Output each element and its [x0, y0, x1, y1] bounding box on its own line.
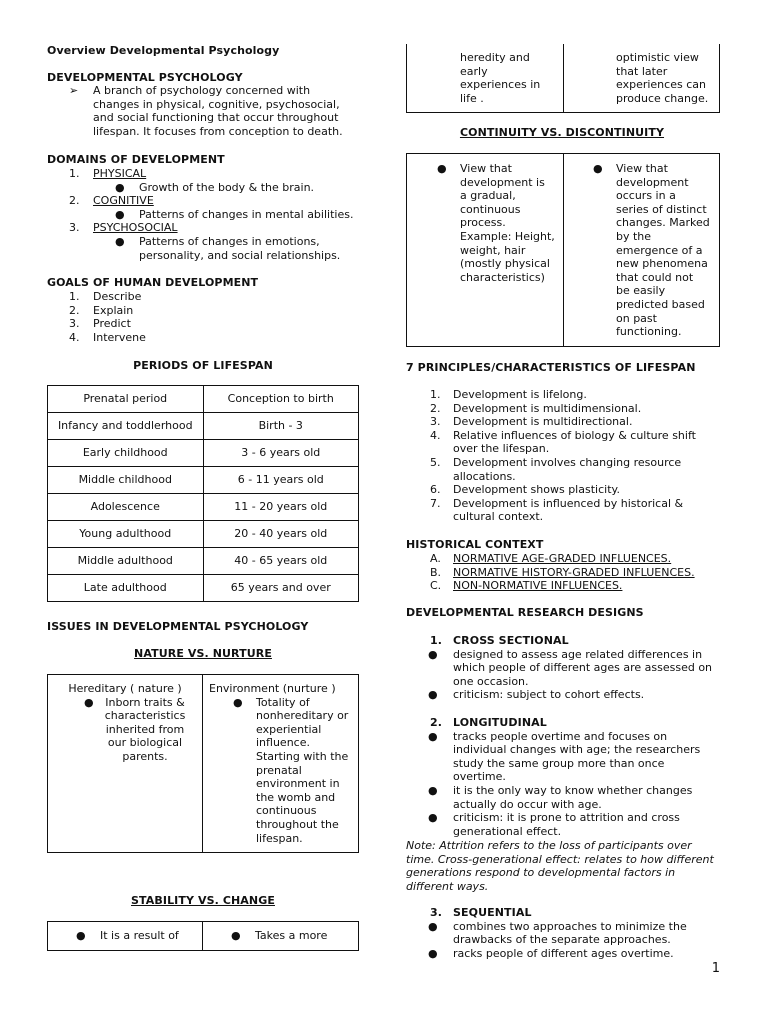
research-note: Note: Attrition refers to the loss of participants over time. Cross-generational effect: relates to how different generations respond to developmental factors in different ways.: [406, 839, 714, 893]
definition-line: and social functioning that occur throughout: [93, 111, 339, 125]
list-item: 3. Development is multidirectional.: [430, 415, 633, 429]
domains-list: [47, 167, 359, 262]
domain-name: PSYCHOSOCIAL: [93, 221, 178, 235]
table-row: Infancy and toddlerhood Birth - 3: [48, 413, 359, 440]
historical-heading: HISTORICAL CONTEXT: [406, 538, 544, 551]
design-name: LONGITUDINAL: [453, 716, 547, 729]
table-row: Adolescence 11 - 20 years old: [48, 494, 359, 521]
bullet-icon: ●: [84, 696, 94, 709]
table-row: Young adulthood 20 - 40 years old: [48, 521, 359, 548]
design-name: CROSS SECTIONAL: [453, 634, 569, 647]
stability-cell-cont: heredity and early experiences in life .: [460, 51, 541, 105]
list-item: ● tracks people overtime and focuses on individual changes with age; the researchers study the same group more than once overtime.: [428, 729, 701, 784]
list-item: ● combines two approaches to minimize the drawbacks of the separate approaches.: [428, 919, 687, 947]
domains-heading: DOMAINS OF DEVELOPMENT: [47, 153, 225, 166]
list-item: 4. Relative influences of biology & culture shift over the lifespan.: [430, 428, 696, 456]
list-item: 7. Development is influenced by historical & cultural context.: [430, 496, 684, 524]
stability-cell: ● It is a result of: [76, 929, 179, 942]
change-cell: ● Takes a more: [202, 922, 358, 950]
principles-list: [406, 388, 726, 524]
list-item: 1. Development is lifelong.: [430, 388, 587, 401]
bullet-icon: ●: [115, 207, 125, 221]
list-item: ● criticism: subject to cohort effects.: [428, 688, 645, 702]
goal-item: 4. Intervene: [69, 330, 146, 344]
periods-heading: PERIODS OF LIFESPAN: [133, 359, 273, 372]
definition-line: lifespan. It focuses from conception to death.: [93, 124, 343, 138]
domain-item: 1. PHYSICAL: [69, 167, 147, 180]
research-design-longitudinal: 2. LONGITUDINAL ● tracks people overtime and focuses on individual changes with age; the researchers study the same group more than once overtime. ● it is the only way to know whether changes actually do occur with age. ● criticism: it is prone to attrition and cross generational effect.: [406, 716, 726, 838]
design-name: SEQUENTIAL: [453, 906, 532, 919]
bullet-icon: ●: [593, 162, 603, 175]
nature-title: Hereditary ( nature ): [68, 682, 182, 695]
arrow-bullet-icon: ➢: [69, 84, 79, 97]
goals-heading: GOALS OF HUMAN DEVELOPMENT: [47, 276, 259, 289]
list-item: ● it is the only way to know whether changes actually do occur with age.: [428, 783, 693, 811]
stability-change-box-continued: [406, 44, 720, 113]
goal-item: 2. Explain: [69, 303, 134, 317]
nature-nurture-heading: NATURE VS. NURTURE: [134, 647, 272, 660]
list-item: ● racks people of different ages overtime.: [428, 946, 674, 960]
bullet-icon: ●: [428, 811, 438, 825]
historical-list: [406, 552, 726, 593]
continuity-cell: ● View that development is a gradual, continuous process. Example: Height, weight, hair (mostly physical characteristics): [437, 162, 555, 284]
bullet-icon: ●: [115, 180, 125, 194]
change-cell-cont: optimistic view that later experiences can produce change.: [563, 44, 719, 112]
list-item: 6. Development shows plasticity.: [430, 483, 620, 497]
page-number: 1: [711, 961, 720, 976]
domain-detail: ● Patterns of changes in emotions, personality, and social relationships.: [115, 234, 341, 262]
principles-heading: 7 PRINCIPLES/CHARACTERISTICS OF LIFESPAN: [406, 361, 696, 374]
domain-item: 3. PSYCHOSOCIAL: [69, 221, 178, 235]
bullet-icon: ●: [428, 919, 438, 933]
domain-item: 2. COGNITIVE: [69, 194, 154, 208]
list-item: ● criticism: it is prone to attrition and cross generational effect.: [428, 811, 680, 838]
bullet-icon: ●: [231, 929, 241, 942]
domain-name: COGNITIVE: [93, 194, 154, 208]
discontinuity-cell: ● View that development occurs in a series of distinct changes. Marked by the emergence of a new phenomena that could not be easily predicted based on past functioning.: [563, 154, 719, 346]
nurture-cell: Environment (nurture ) ● Totality of nonhereditary or experiential influence. Starting with the prenatal environment in the womb and continuous throughout the lifespan.: [202, 675, 358, 852]
definition-line: A branch of psychology concerned with: [93, 84, 311, 97]
devpsych-definition: [47, 84, 359, 138]
stability-change-heading: STABILITY VS. CHANGE: [131, 894, 275, 907]
bullet-icon: ●: [428, 946, 438, 960]
research-design-sequential: 3. SEQUENTIAL ● combines two approaches to minimize the drawbacks of the separate approaches. ● racks people of different ages overtime.: [406, 906, 726, 960]
periods-table: [47, 385, 359, 602]
goal-item: 3. Predict: [69, 317, 131, 331]
goal-item: 1. Describe: [69, 290, 142, 303]
research-heading: DEVELOPMENTAL RESEARCH DESIGNS: [406, 606, 644, 619]
continuity-box: [406, 153, 720, 347]
bullet-icon: ●: [428, 729, 438, 743]
list-item: C. NON-NORMATIVE INFLUENCES.: [430, 579, 623, 593]
domain-detail: ● Patterns of changes in mental abilities.: [115, 207, 354, 221]
research-design-cross-sectional: 1. CROSS SECTIONAL ● designed to assess age related differences in which people of different ages are assessed on one occasion. ● criticism: subject to cohort effects.: [406, 634, 726, 702]
devpsych-heading: DEVELOPMENTAL PSYCHOLOGY: [47, 71, 243, 84]
bullet-icon: ●: [76, 929, 86, 942]
list-item: 2. Development is multidimensional.: [430, 401, 642, 415]
definition-line: changes in physical, cognitive, psychosocial,: [93, 97, 340, 111]
continuity-heading: CONTINUITY VS. DISCONTINUITY: [459, 126, 665, 139]
nurture-title: Environment (nurture ): [209, 682, 336, 695]
nature-nurture-box: [47, 674, 359, 853]
stability-change-box: [47, 921, 359, 951]
nature-cell: Hereditary ( nature ) ● Inborn traits & characteristics inherited from our biological parents.: [48, 675, 202, 852]
table-row: Middle adulthood 40 - 65 years old: [48, 548, 359, 575]
bullet-icon: ●: [233, 696, 243, 709]
bullet-icon: ●: [428, 783, 438, 797]
table-row: Middle childhood 6 - 11 years old: [48, 467, 359, 494]
table-row: Late adulthood 65 years and over: [48, 575, 359, 602]
table-row: Early childhood 3 - 6 years old: [48, 440, 359, 467]
table-row: Prenatal period Conception to birth: [48, 386, 359, 413]
bullet-icon: ●: [437, 162, 447, 175]
bullet-icon: ●: [428, 647, 438, 661]
domain-name: PHYSICAL: [93, 167, 147, 180]
list-item: 5. Development involves changing resource allocations.: [430, 455, 682, 483]
bullet-icon: ●: [428, 688, 438, 702]
page-title: Overview Developmental Psychology: [47, 44, 280, 57]
bullet-icon: ●: [115, 234, 125, 248]
goals-list: [47, 290, 359, 344]
list-item: A. NORMATIVE AGE-GRADED INFLUENCES.: [430, 552, 672, 565]
domain-detail: ● Growth of the body & the brain.: [115, 180, 315, 194]
issues-heading: ISSUES IN DEVELOPMENTAL PSYCHOLOGY: [47, 620, 309, 633]
list-item: B. NORMATIVE HISTORY-GRADED INFLUENCES.: [430, 565, 695, 579]
list-item: ● designed to assess age related differences in which people of different ages are assessed on one occasion.: [428, 647, 713, 688]
